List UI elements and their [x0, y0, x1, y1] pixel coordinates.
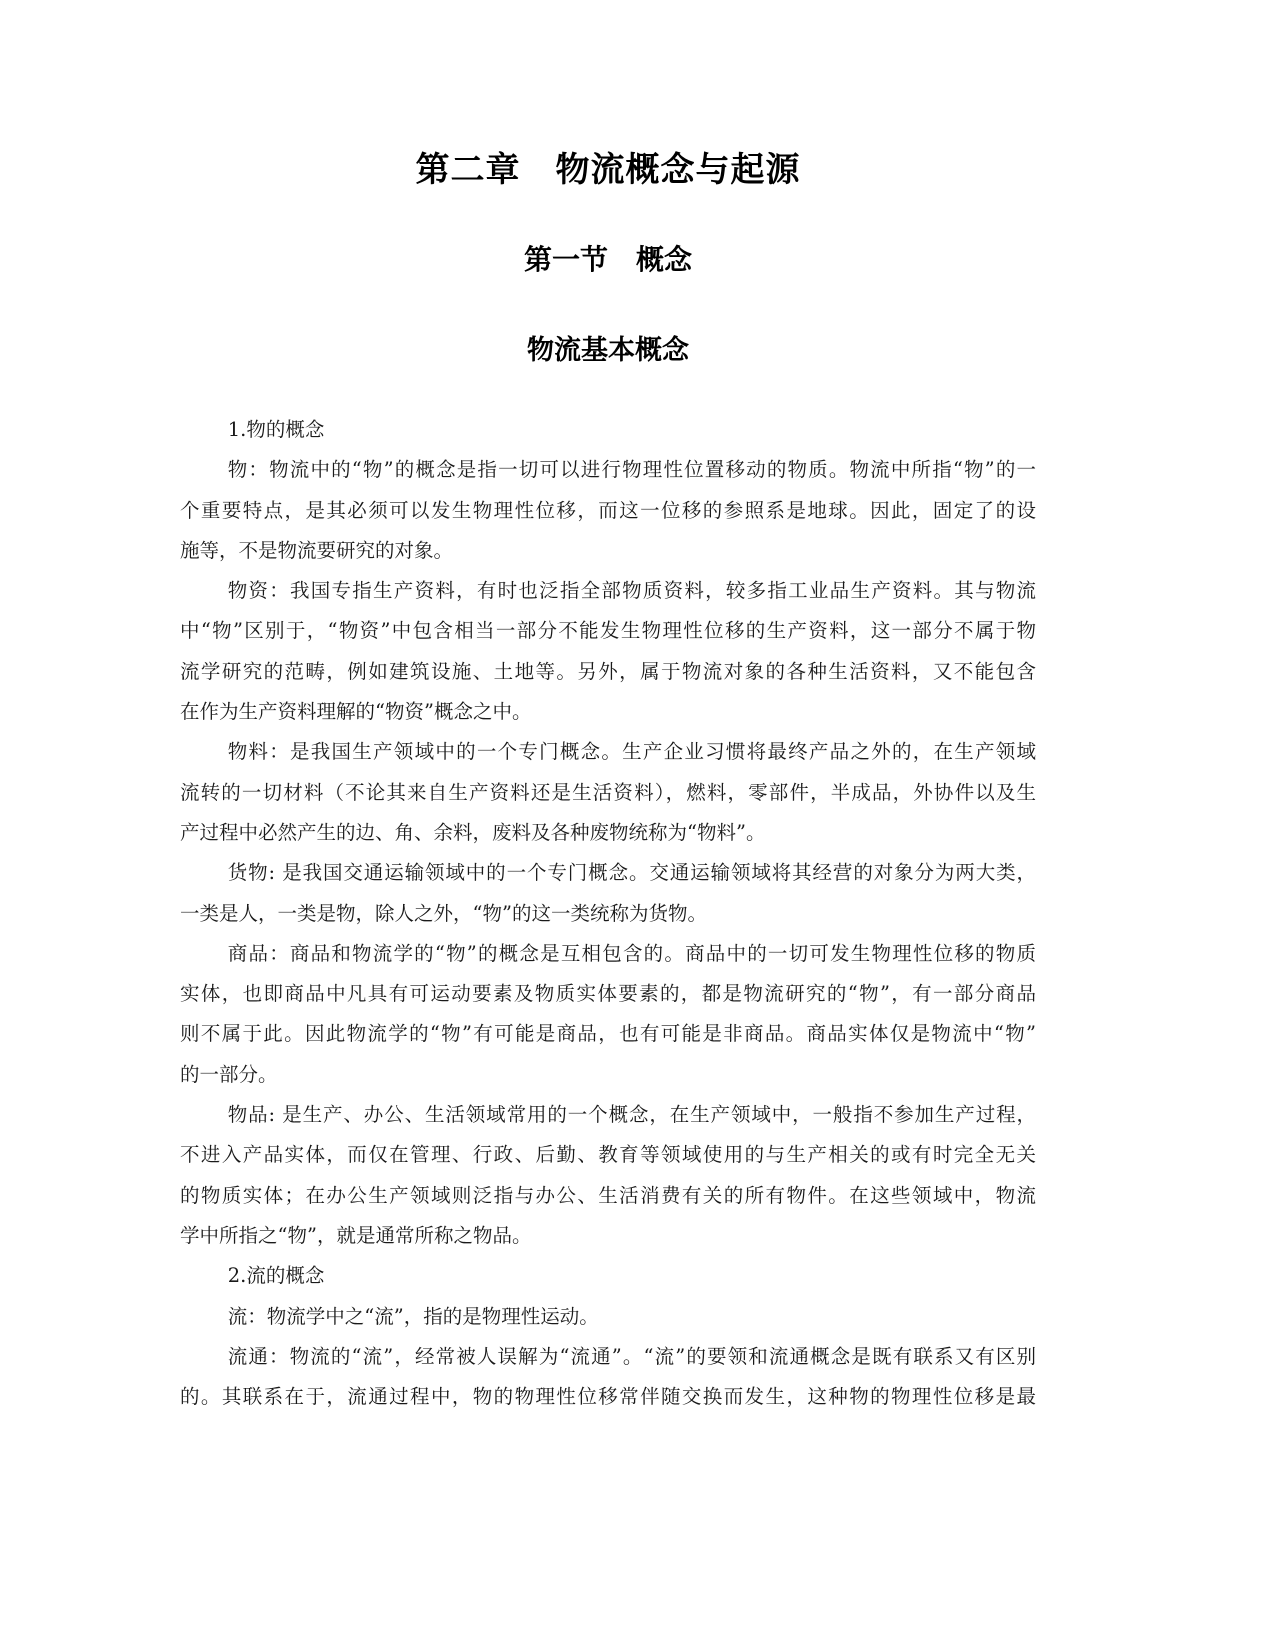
text-line: 物资：我国专指生产资料，有时也泛指全部物质资料，较多指工业品生产资料。其与物流 [227, 579, 1036, 603]
paragraph-wu [180, 450, 1036, 571]
text-line: 物：物流中的“物”的概念是指一切可以进行物理性位置移动的物质。物流中所指“物”的一 [227, 458, 1036, 482]
text-line: 货物: 是我国交通运输领域中的一个专门概念。交通运输领域将其经营的对象分为两大类， [227, 861, 1036, 885]
paragraph-liutong [180, 1337, 1036, 1418]
paragraph-wupin [180, 1095, 1036, 1256]
document-body [180, 410, 1036, 1417]
text-line: 学中所指之“物”，就是通常所称之物品。 [180, 1223, 532, 1247]
text-line: 商品：商品和物流学的“物”的概念是互相包含的。商品中的一切可发生物理性位移的物质 [227, 941, 1036, 965]
text-line: 流转的一切材料（不论其来自生产资料还是生活资料），燃料，零部件，半成品，外协件以及生 [180, 780, 1036, 804]
paragraph-huowu [180, 853, 1036, 934]
text-line: 物品: 是生产、办公、生活领域常用的一个概念，在生产领域中，一般指不参加生产过程， [227, 1103, 1036, 1127]
text-line: 的。其联系在于，流通过程中，物的物理性位移常伴随交换而发生，这种物的物理性位移是最 [180, 1385, 1036, 1409]
subsection-title: 物流基本概念 [527, 335, 689, 366]
paragraph-shangpin [180, 934, 1036, 1095]
paragraph-liu: 流：物流学中之“流”，指的是物理性运动。 [227, 1304, 599, 1328]
text-line: 的一部分。 [180, 1062, 278, 1086]
paragraph-wuliao [180, 732, 1036, 853]
text-line: 中“物”区别于，“物资”中包含相当一部分不能发生物理性位移的生产资料，这一部分不属于物 [180, 619, 1036, 643]
section-title: 第一节 概念 [523, 243, 692, 276]
text-line: 个重要特点，是其必须可以发生物理性位移，而这一位移的参照系是地球。因此，固定了的设 [180, 498, 1036, 522]
paragraph-wuzi [180, 571, 1036, 732]
text-line: 实体，也即商品中凡具有可运动要素及物质实体要素的，都是物流研究的“物”，有一部分商品 [180, 982, 1036, 1006]
text-line: 物料：是我国生产领域中的一个专门概念。生产企业习惯将最终产品之外的，在生产领域 [227, 740, 1036, 764]
text-line: 流学研究的范畴，例如建筑设施、土地等。另外，属于物流对象的各种生活资料，又不能包含 [180, 659, 1036, 683]
text-line: 在作为生产资料理解的“物资”概念之中。 [180, 700, 532, 724]
text-line: 施等，不是物流要研究的对象。 [180, 538, 454, 562]
text-line: 流通：物流的“流”，经常被人误解为“流通”。“流”的要领和流通概念是既有联系又有区别 [227, 1344, 1036, 1368]
text-line: 一类是人，一类是物，除人之外，“物”的这一类统称为货物。 [180, 901, 707, 925]
heading-wu-concept: 1.物的概念 [227, 418, 325, 441]
text-line: 产过程中必然产生的边、角、余料，废料及各种废物统称为“物料”。 [180, 820, 766, 844]
text-line: 不进入产品实体，而仅在管理、行政、后勤、教育等领域使用的与生产相关的或有时完全无关 [180, 1143, 1036, 1167]
text-line: 则不属于此。因此物流学的“物”有可能是商品，也有可能是非商品。商品实体仅是物流中“物” [180, 1022, 1036, 1046]
heading-liu-concept: 2.流的概念 [227, 1264, 325, 1288]
text-line: 的物质实体；在办公生产领域则泛指与办公、生活消费有关的所有物件。在这些领域中，物流 [180, 1183, 1036, 1207]
chapter-title: 第二章 物流概念与起源 [415, 150, 801, 190]
